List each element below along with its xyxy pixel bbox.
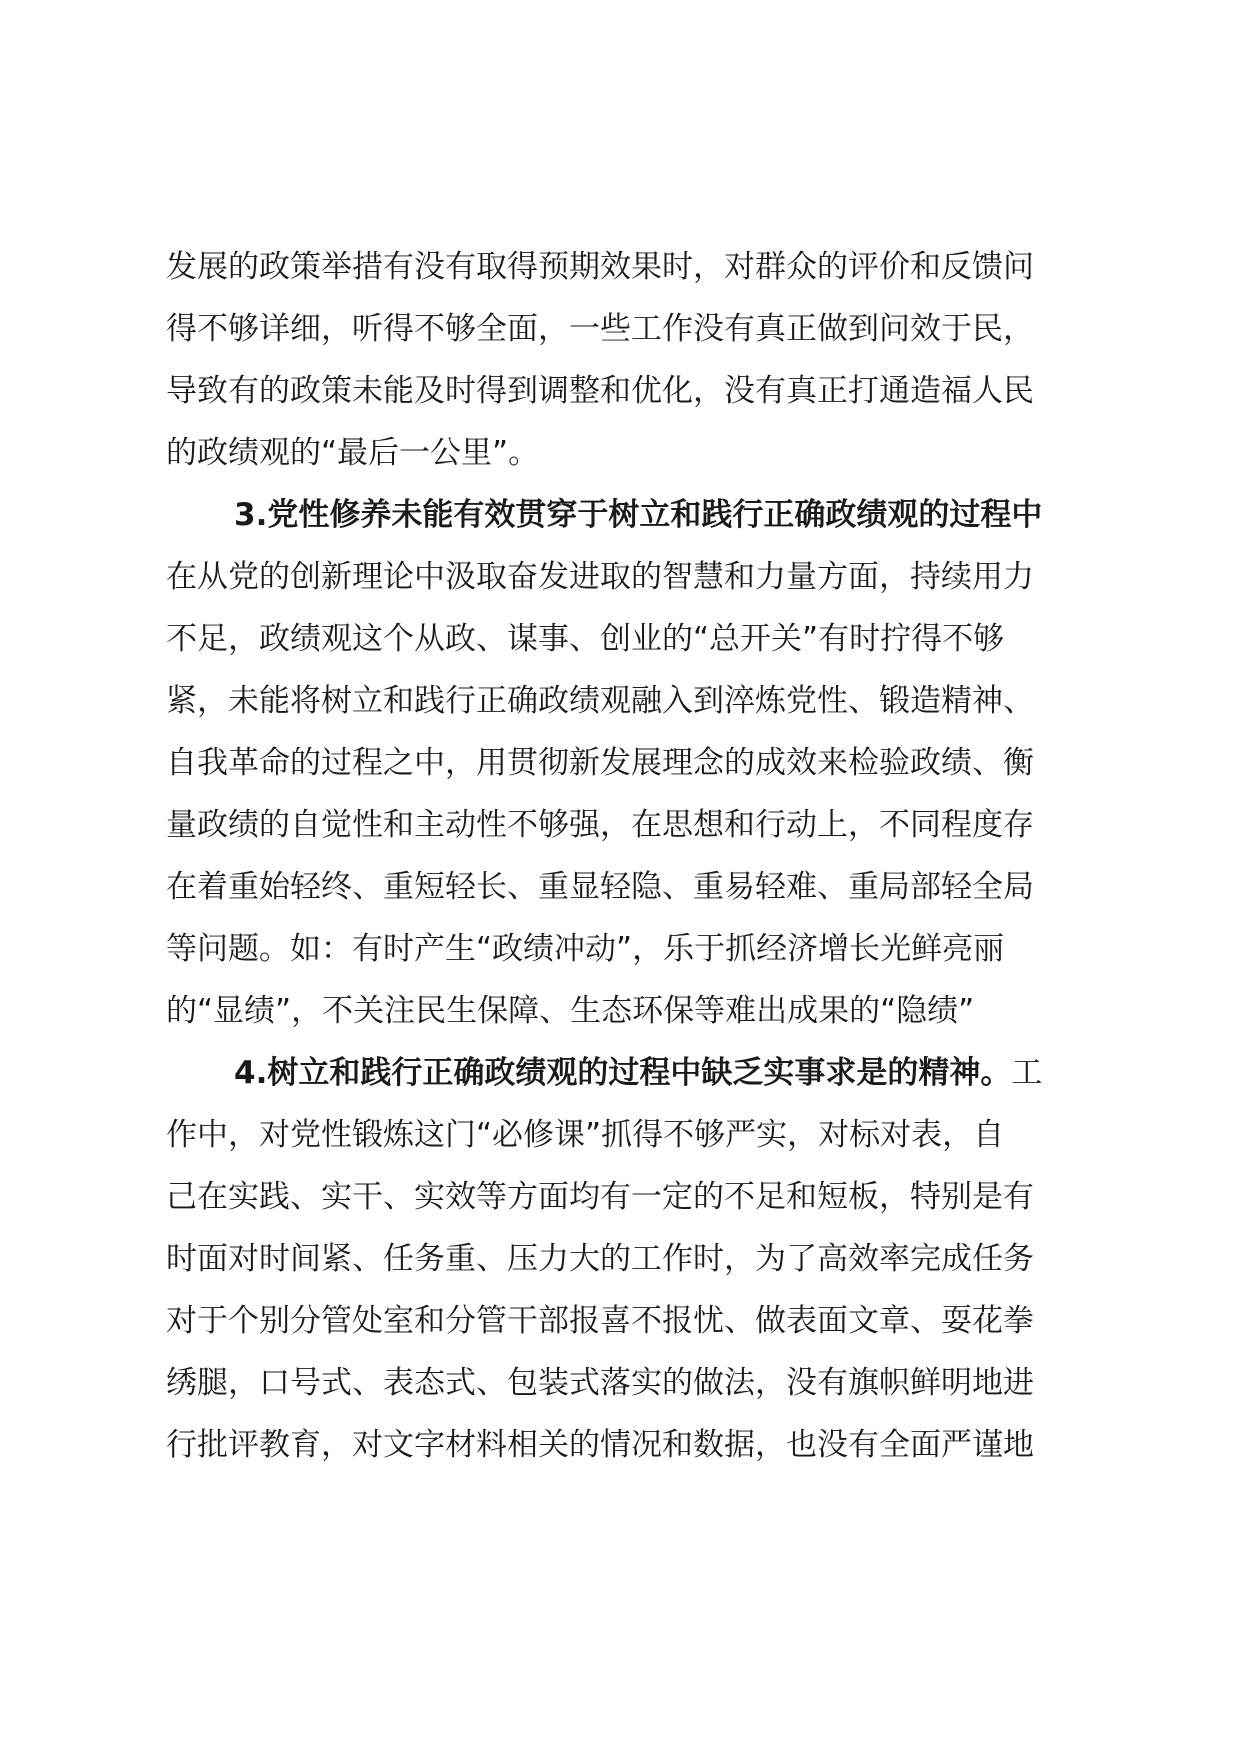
body-text: [166, 236, 1106, 1476]
paragraph-line: 行批评教育，对文字材料相关的情况和数据，也没有全面严谨地: [166, 1427, 1034, 1463]
paragraph-line: 的“显绩”，不关注民生保障、生态环保等难出成果的“隐绩”: [166, 993, 975, 1029]
paragraph-line: 绣腿，口号式、表态式、包装式落实的做法，没有旗帜鲜明地进: [166, 1365, 1034, 1401]
paragraph-line: 紧，未能将树立和践行正确政绩观融入到淬炼党性、锻造精神、: [166, 683, 1034, 719]
paragraph-line: 导致有的政策未能及时得到调整和优化，没有真正打通造福人民: [166, 373, 1034, 409]
section-heading-4-line: [166, 1042, 1106, 1104]
paragraph-line: 得不够详细，听得不够全面，一些工作没有真正做到问效于民，: [166, 311, 1034, 347]
paragraph-line: 量政绩的自觉性和主动性不够强，在思想和行动上，不同程度存: [166, 807, 1034, 843]
paragraph-line: 在从党的创新理论中汲取奋发进取的智慧和力量方面，持续用力: [166, 559, 1034, 595]
paragraph-line: 发展的政策举措有没有取得预期效果时，对群众的评价和反馈问: [166, 249, 1034, 285]
section-heading-4: 4.树立和践行正确政绩观的过程中缺乏实事求是的精神。: [234, 1055, 1012, 1091]
heading-tail-text: 工: [1011, 1055, 1043, 1091]
paragraph-line: 不足，政绩观这个从政、谋事、创业的“总开关”有时拧得不够: [166, 621, 1005, 657]
paragraph-line: 的政绩观的“最后一公里”。: [166, 435, 540, 471]
paragraph-line: 自我革命的过程之中，用贯彻新发展理念的成效来检验政绩、衡: [166, 745, 1034, 781]
paragraph-line: 己在实践、实干、实效等方面均有一定的不足和短板，特别是有: [166, 1179, 1034, 1215]
paragraph-line: 时面对时间紧、任务重、压力大的工作时，为了高效率完成任务: [166, 1241, 1034, 1277]
paragraph-line: 对于个别分管处室和分管干部报喜不报忧、做表面文章、耍花拳: [166, 1303, 1034, 1339]
section-heading-3: 3.党性修养未能有效贯穿于树立和践行正确政绩观的过程中: [234, 497, 1043, 533]
paragraph-line: 在着重始轻终、重短轻长、重显轻隐、重易轻难、重局部轻全局: [166, 869, 1034, 905]
paragraph-line: 作中，对党性锻炼这门“必修课”抓得不够严实，对标对表，自: [166, 1117, 1005, 1153]
paragraph-line: 等问题。如：有时产生“政绩冲动”，乐于抓经济增长光鲜亮丽: [166, 931, 1005, 967]
